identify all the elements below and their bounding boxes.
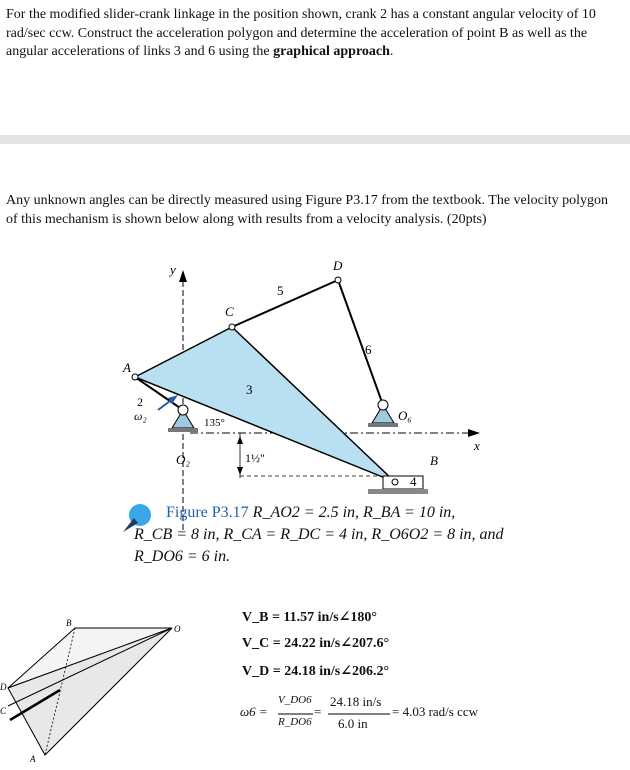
result-vd: V_D = 24.18 in/s∠206.2° <box>242 664 390 679</box>
label-omega2: ω₂ <box>134 409 147 423</box>
slider-4 <box>368 476 428 494</box>
label-link2: 2 <box>137 395 143 409</box>
label-link3: 3 <box>246 382 253 397</box>
label-link4: 4 <box>410 474 417 489</box>
problem-intro: For the modified slider-crank linkage in the position shown, crank 2 has a constant angular velocity of 10 rad/sec ccw. Construct the acceleration polygon and determine the acceleration of point B as well as the angular accelerations of links 3 and 6 using the <box>6 7 596 59</box>
problem-statement <box>6 6 622 62</box>
label-c: C <box>225 304 234 319</box>
frac2-den: 6.0 in <box>338 716 368 731</box>
result-vc: V_C = 24.22 in/s∠207.6° <box>242 636 390 651</box>
caption-line3: R_DO6 = 6 in. <box>134 548 231 565</box>
y-axis-label: y <box>170 262 176 277</box>
caption-line1: R_AO2 = 2.5 in, R_BA = 10 in, <box>252 504 456 521</box>
label-link6: 6 <box>365 342 372 357</box>
label-a: A <box>123 360 131 375</box>
section-divider <box>0 135 630 144</box>
frac1-den: R_DO6 <box>278 716 312 728</box>
frac1-num: V_DO6 <box>278 694 312 706</box>
label-link5: 5 <box>277 283 284 298</box>
poly-label-a: A <box>30 754 36 764</box>
omega6-result: = 4.03 rad/s ccw <box>392 704 479 719</box>
poly-label-o: O <box>174 624 181 634</box>
velocity-polygon <box>0 618 181 764</box>
poly-label-d: D <box>0 682 7 692</box>
label-b: B <box>430 453 438 468</box>
problem-end: . <box>389 44 394 59</box>
link-6 <box>338 280 383 405</box>
label-d: D <box>333 258 343 273</box>
pivot-o2 <box>168 405 198 432</box>
caption-label: Figure P3.17 <box>166 504 249 521</box>
problem-emphasis: graphical approach <box>273 44 390 59</box>
link-5 <box>232 280 338 327</box>
label-o6: O₆ <box>398 408 412 423</box>
label-angle: 135° <box>204 417 225 429</box>
figure-caption <box>134 502 614 568</box>
x-axis-label: x <box>474 438 480 453</box>
pivot-o6 <box>368 400 398 427</box>
equals-sign: = <box>314 704 322 719</box>
problem-note: Any unknown angles can be directly measured using Figure P3.17 from the textbook. The velocity polygon of this mechanism is shown below along with results from a velocity analysis. (20pts) <box>6 193 609 227</box>
poly-label-c: C <box>0 706 7 716</box>
omega6-lhs: ω6 = <box>240 704 268 719</box>
caption-line2: R_CB = 8 in, R_CA = R_DC = 4 in, R_O6O2 = 8 in, and <box>134 526 504 543</box>
result-vb: V_B = 11.57 in/s∠180° <box>242 610 377 625</box>
frac2-num: 24.18 in/s <box>330 694 382 709</box>
label-o2: O₂ <box>176 452 190 467</box>
poly-label-b: B <box>66 618 72 628</box>
label-offset: 1½" <box>245 451 265 465</box>
